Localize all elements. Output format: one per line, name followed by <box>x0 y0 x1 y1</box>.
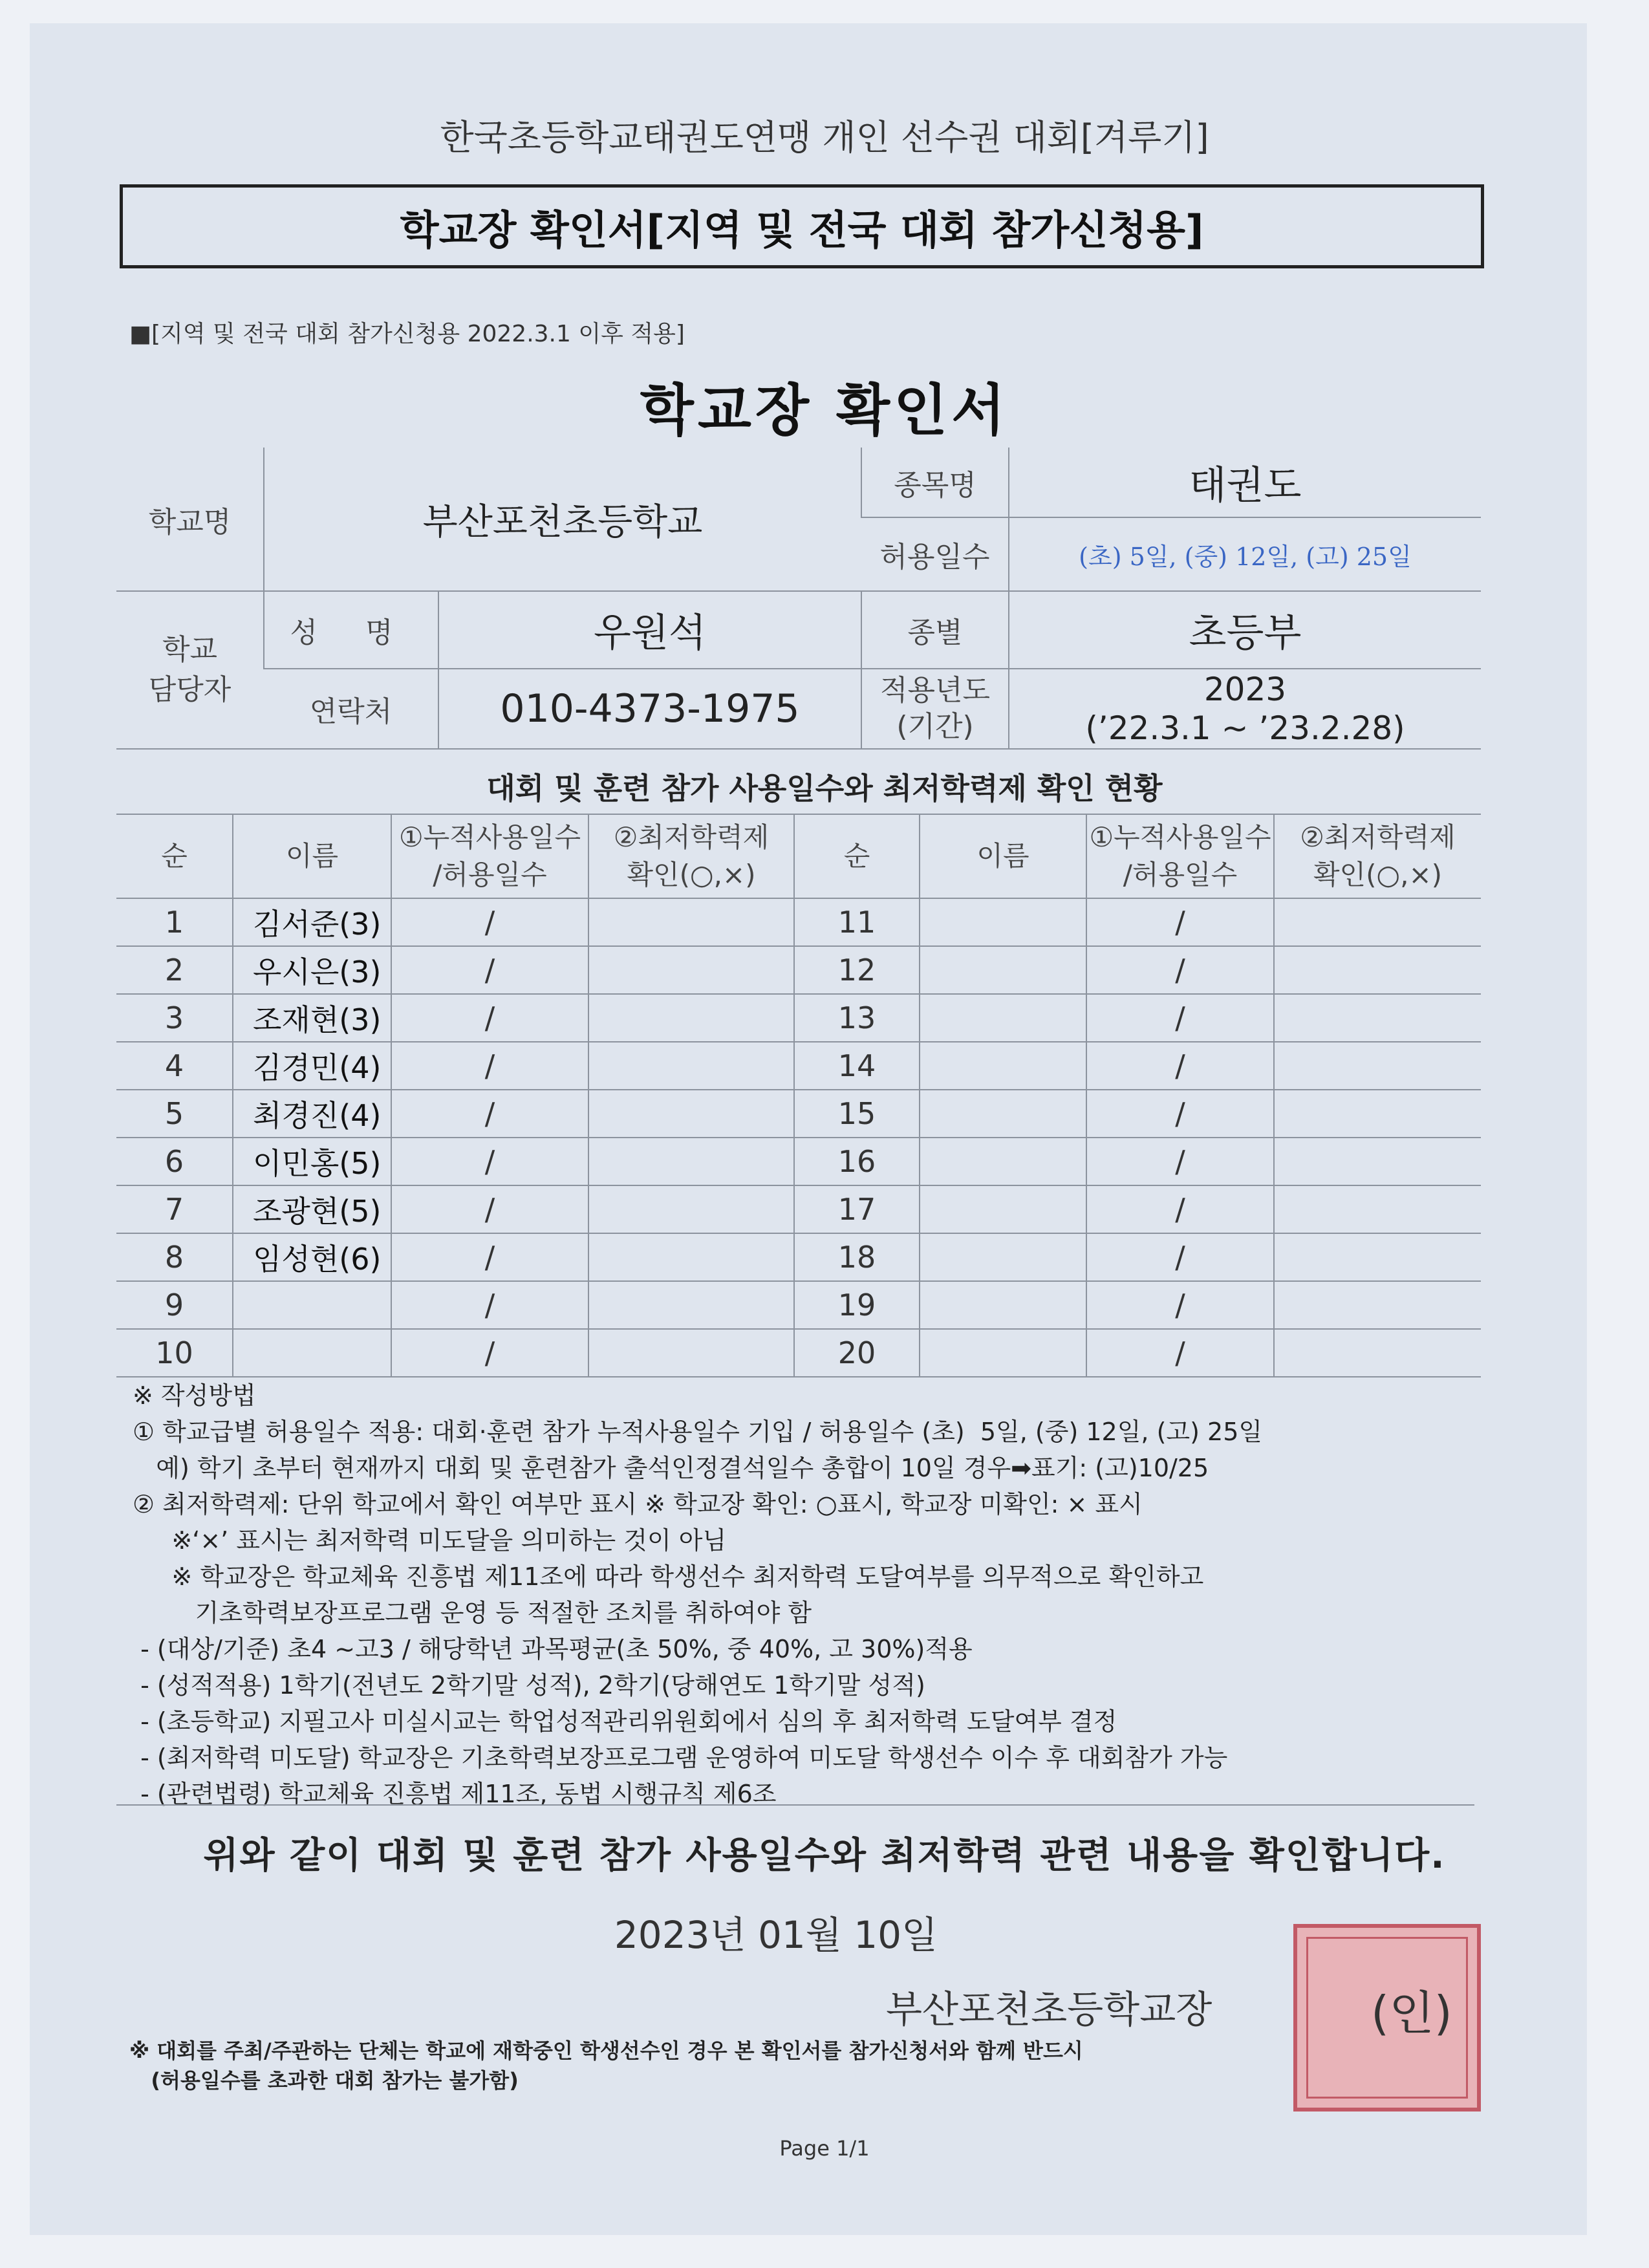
divider <box>116 1804 1474 1806</box>
row-number: 3 <box>116 994 233 1042</box>
row-number: 20 <box>794 1329 920 1377</box>
footnote-line: ※ 대회를 주최/주관하는 단체는 학교에 재학중인 학생선수인 경우 본 확인서를 참가신청서와 함께 반드시 <box>129 2038 1083 2063</box>
period-value: (’22.3.1 ~ ’23.2.28) <box>1085 709 1405 747</box>
table-row <box>116 1329 1481 1377</box>
days-used: / <box>1086 1042 1274 1090</box>
student-name <box>233 1329 391 1377</box>
academic-check <box>588 1329 794 1377</box>
row-number: 2 <box>116 946 233 994</box>
roster-table <box>116 814 1481 1377</box>
academic-check <box>1274 898 1481 946</box>
student-name: 이민홍(5) <box>233 1138 391 1185</box>
page-title: 학교장 확인서 <box>640 378 1009 443</box>
student-name: 조광현(5) <box>233 1185 391 1233</box>
boxed-title <box>120 184 1484 268</box>
days-used: / <box>391 1281 588 1329</box>
row-number: 15 <box>794 1090 920 1138</box>
days-used: / <box>1086 994 1274 1042</box>
row-number: 4 <box>116 1042 233 1090</box>
academic-check <box>1274 1281 1481 1329</box>
academic-check <box>1274 1185 1481 1233</box>
row-number: 6 <box>116 1138 233 1185</box>
academic-check <box>588 1281 794 1329</box>
days-used: / <box>391 1042 588 1090</box>
manager-label: 학교 담당자 <box>116 591 264 749</box>
allowed-days-label: 허용일수 <box>861 517 1009 591</box>
col-academic: ②최저학력제 확인(○,×) <box>588 814 794 898</box>
student-name <box>920 1138 1086 1185</box>
competition-header: 한국초등학교태권도연맹 개인 선수권 대회[겨루기] <box>440 117 1209 158</box>
student-name <box>920 1281 1086 1329</box>
table-row <box>116 946 1481 994</box>
col-days: ①누적사용일수 /허용일수 <box>391 814 588 898</box>
table-row <box>116 1233 1481 1281</box>
academic-check <box>1274 1138 1481 1185</box>
student-name <box>233 1281 391 1329</box>
row-number: 5 <box>116 1090 233 1138</box>
row-number: 16 <box>794 1138 920 1185</box>
row-number: 12 <box>794 946 920 994</box>
row-number: 18 <box>794 1233 920 1281</box>
instruction-line: ※‘×’ 표시는 최저학력 미도달을 의미하는 것이 아님 <box>133 1526 727 1555</box>
academic-check <box>588 994 794 1042</box>
row-number: 1 <box>116 898 233 946</box>
col-num: 순 <box>794 814 920 898</box>
days-used: / <box>1086 1281 1274 1329</box>
instruction-line: - (초등학교) 지필고사 미실시교는 학업성적관리위원회에서 심의 후 최저학력 도달여부 결정 <box>133 1707 1117 1736</box>
academic-check <box>1274 1042 1481 1090</box>
days-used: / <box>1086 898 1274 946</box>
student-name <box>920 1090 1086 1138</box>
academic-check <box>1274 946 1481 994</box>
days-used: / <box>391 946 588 994</box>
page-number: Page 1/1 <box>779 2136 870 2161</box>
days-used: / <box>1086 1233 1274 1281</box>
academic-check <box>588 1233 794 1281</box>
academic-check <box>1274 1329 1481 1377</box>
student-name <box>920 1042 1086 1090</box>
table-row <box>116 1090 1481 1138</box>
days-used: / <box>391 1090 588 1138</box>
status-subheading: 대회 및 훈련 참가 사용일수와 최저학력제 확인 현황 <box>486 771 1163 806</box>
row-number: 17 <box>794 1185 920 1233</box>
days-used: / <box>1086 1090 1274 1138</box>
row-number: 19 <box>794 1281 920 1329</box>
confirmation-statement: 위와 같이 대회 및 훈련 참가 사용일수와 최저학력 관련 내용을 확인합니다. <box>203 1835 1446 1877</box>
instruction-line: - (성적적용) 1학기(전년도 2학기말 성적), 2학기(당해연도 1학기말 성적) <box>133 1671 925 1700</box>
academic-check <box>1274 994 1481 1042</box>
school-label: 학교명 <box>116 448 264 591</box>
col-num: 순 <box>116 814 233 898</box>
table-row <box>116 1281 1481 1329</box>
applicability-note: ■[지역 및 전국 대회 참가신청용 2022.3.1 이후 적용] <box>129 321 685 347</box>
table-row <box>116 898 1481 946</box>
days-used: / <box>391 994 588 1042</box>
table-row <box>116 994 1481 1042</box>
row-number: 10 <box>116 1329 233 1377</box>
days-used: / <box>391 1233 588 1281</box>
col-name: 이름 <box>233 814 391 898</box>
academic-check <box>588 1138 794 1185</box>
manager-name: 우원석 <box>438 591 861 669</box>
division-label: 종별 <box>861 591 1009 669</box>
academic-check <box>588 1185 794 1233</box>
col-name: 이름 <box>920 814 1086 898</box>
instruction-line: - (최저학력 미도달) 학교장은 기초학력보장프로그램 운영하여 미도달 학생선수 이수 후 대회참가 가능 <box>133 1744 1228 1772</box>
days-used: / <box>1086 1185 1274 1233</box>
student-name: 김서준(3) <box>233 898 391 946</box>
instruction-line: ① 학교급별 허용일수 적용: 대회·훈련 참가 누적사용일수 기입 / 허용일수 (초) 5일, (중) 12일, (고) 25일 <box>133 1418 1263 1446</box>
col-days: ①누적사용일수 /허용일수 <box>1086 814 1274 898</box>
table-row <box>116 1042 1481 1090</box>
boxed-title-text: 학교장 확인서[지역 및 전국 대회 참가신청용] <box>400 206 1204 254</box>
year-value: 2023 <box>1203 671 1287 708</box>
instruction-line: 예) 학기 초부터 현재까지 대회 및 훈련참가 출석인정결석일수 총합이 10일 경우➡표기: (고)10/25 <box>133 1454 1209 1482</box>
academic-check <box>1274 1090 1481 1138</box>
student-name <box>920 946 1086 994</box>
event-label: 종목명 <box>861 448 1009 517</box>
academic-check <box>588 898 794 946</box>
row-number: 14 <box>794 1042 920 1090</box>
footnote <box>129 2036 1083 2095</box>
academic-check <box>588 1090 794 1138</box>
instruction-line: 기초학력보장프로그램 운영 등 적절한 조치를 취하여야 함 <box>133 1599 812 1627</box>
student-name <box>920 994 1086 1042</box>
instruction-line: - (대상/기준) 초4 ~고3 / 해당학년 과목평균(초 50%, 중 40%, 고 30%)적용 <box>133 1635 973 1663</box>
instruction-line: ※ 학교장은 학교체육 진흥법 제11조에 따라 학생선수 최저학력 도달여부를 의무적으로 확인하고 <box>133 1562 1204 1591</box>
student-name <box>920 1329 1086 1377</box>
table-row <box>116 1185 1481 1233</box>
division-value: 초등부 <box>1009 591 1481 669</box>
year-label: 적용년도 (기간) <box>861 669 1009 749</box>
issue-date: 2023년 01월 10일 <box>614 1913 938 1957</box>
days-used: / <box>391 1329 588 1377</box>
academic-check <box>588 1042 794 1090</box>
student-name: 임성현(6) <box>233 1233 391 1281</box>
instruction-line: - (관련법령) 학교체육 진흥법 제11조, 동법 시행규칙 제6조 <box>133 1780 777 1808</box>
name-label: 성 명 <box>264 591 438 669</box>
instructions <box>133 1377 1262 1812</box>
student-name: 조재현(3) <box>233 994 391 1042</box>
contact-label: 연락처 <box>264 669 438 749</box>
days-used: / <box>391 898 588 946</box>
days-used: / <box>1086 1138 1274 1185</box>
student-name <box>920 1233 1086 1281</box>
days-used: / <box>1086 1329 1274 1377</box>
days-used: / <box>391 1138 588 1185</box>
row-number: 7 <box>116 1185 233 1233</box>
col-academic: ②최저학력제 확인(○,×) <box>1274 814 1481 898</box>
table-row <box>116 1138 1481 1185</box>
student-name: 우시은(3) <box>233 946 391 994</box>
row-number: 13 <box>794 994 920 1042</box>
student-name <box>920 898 1086 946</box>
footnote-line: (허용일수를 초과한 대회 참가는 불가함) <box>129 2068 519 2093</box>
row-number: 9 <box>116 1281 233 1329</box>
student-name <box>920 1185 1086 1233</box>
info-table <box>116 448 1481 750</box>
instruction-line: ② 최저학력제: 단위 학교에서 확인 여부만 표시 ※ 학교장 확인: ○표시, 학교장 미확인: × 표시 <box>133 1490 1143 1518</box>
instruction-line: ※ 작성방법 <box>133 1381 256 1410</box>
seal-mark: (인) <box>1371 1986 1452 2040</box>
student-name: 최경진(4) <box>233 1090 391 1138</box>
school-value: 부산포천초등학교 <box>264 448 861 591</box>
days-used: / <box>1086 946 1274 994</box>
academic-check <box>588 946 794 994</box>
days-used: / <box>391 1185 588 1233</box>
principal-signature: 부산포천초등학교장 <box>886 1987 1212 2031</box>
row-number: 11 <box>794 898 920 946</box>
academic-check <box>1274 1233 1481 1281</box>
contact-value: 010-4373-1975 <box>438 669 861 749</box>
student-name: 김경민(4) <box>233 1042 391 1090</box>
allowed-days-value: (초) 5일, (중) 12일, (고) 25일 <box>1009 517 1481 591</box>
event-value: 태권도 <box>1009 448 1481 517</box>
row-number: 8 <box>116 1233 233 1281</box>
